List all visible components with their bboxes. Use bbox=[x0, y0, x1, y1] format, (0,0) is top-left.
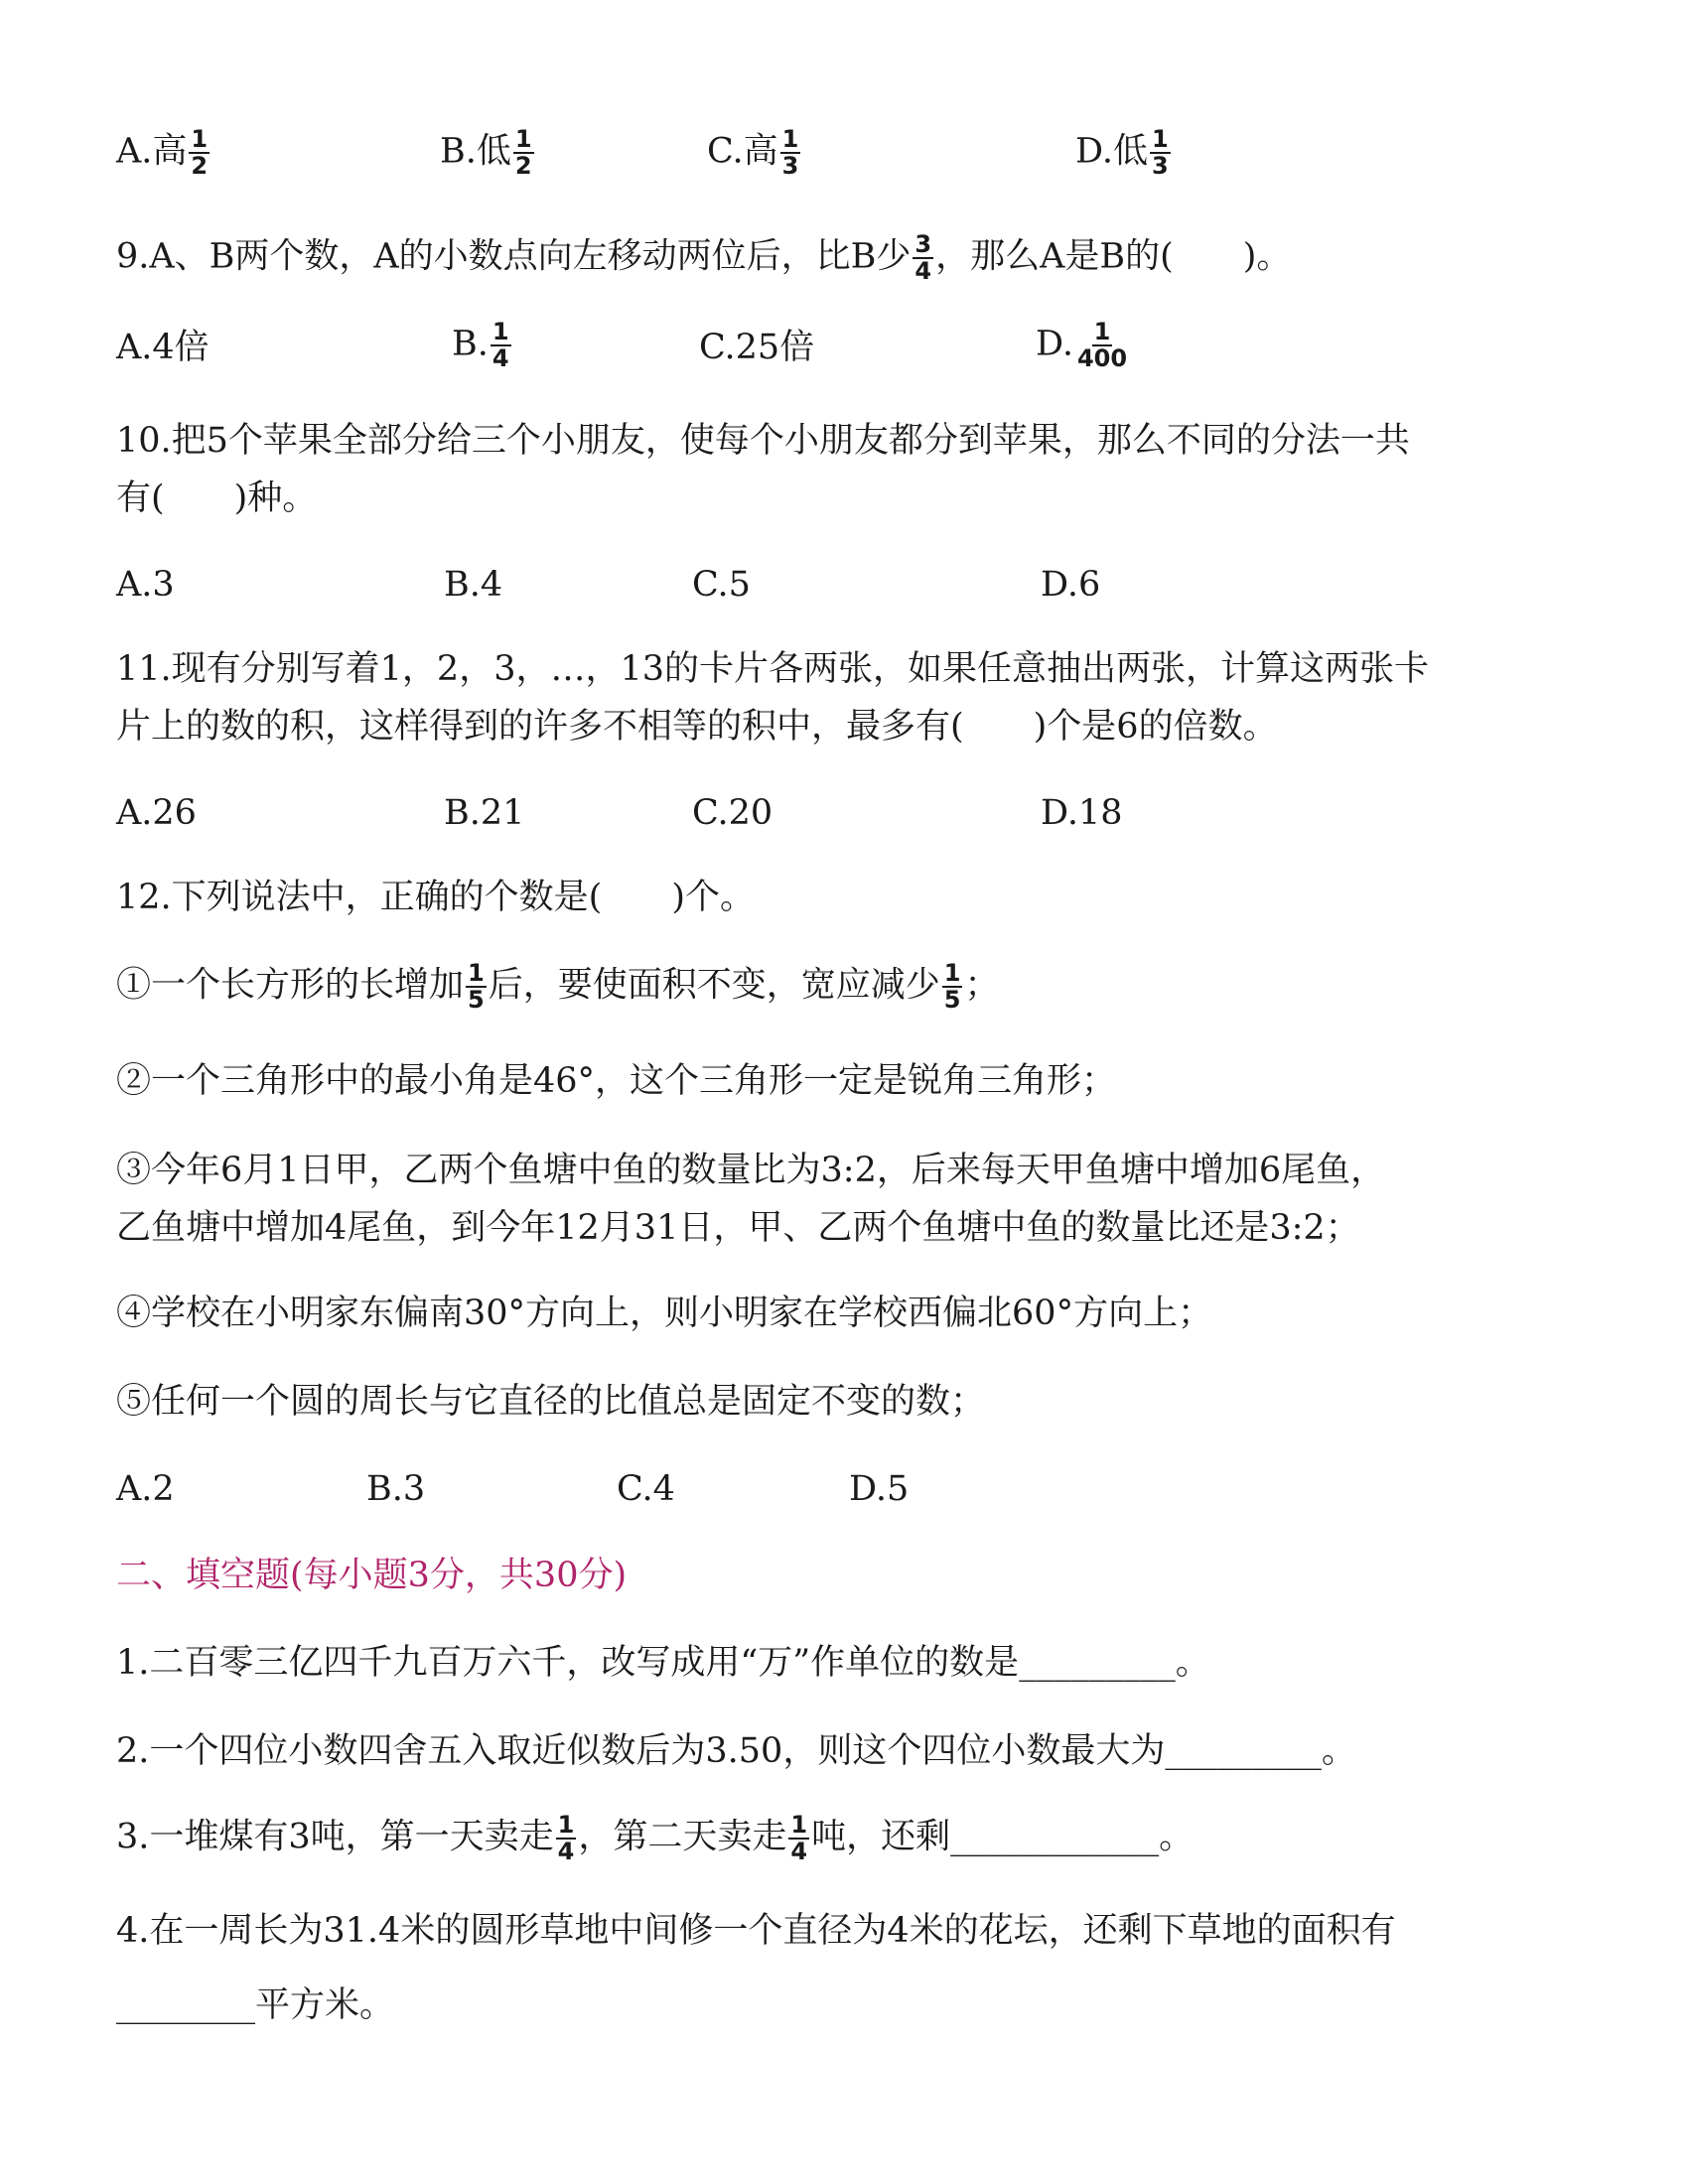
q9-stem bbox=[116, 232, 1291, 284]
q8-option-c[interactable] bbox=[707, 127, 802, 179]
q12-option-d[interactable]: D.5 bbox=[849, 1469, 910, 1509]
numerator: 1 bbox=[514, 125, 532, 153]
question-text: 1.二百零三亿四千九百万六千，改写成用“万”作单位的数是 bbox=[116, 1643, 1020, 1683]
denominator: 4 bbox=[492, 344, 509, 373]
question-text: 。 bbox=[1175, 1643, 1210, 1683]
q12-statement-2: ②一个三角形中的最小角是46°，这个三角形一定是锐角三角形； bbox=[116, 1061, 1117, 1101]
numerator: 3 bbox=[914, 230, 932, 258]
denominator: 2 bbox=[514, 152, 532, 181]
answer-blank[interactable]: ________ bbox=[116, 1985, 255, 2025]
denominator: 4 bbox=[557, 1838, 575, 1866]
q9-option-c[interactable]: C.25倍 bbox=[699, 328, 815, 367]
numerator: 1 bbox=[1151, 125, 1169, 153]
q10-stem-line1: 10.把5个苹果全部分给三个小朋友，使每个小朋友都分到苹果，那么不同的分法一共 bbox=[116, 421, 1410, 461]
fraction bbox=[1150, 127, 1171, 179]
q10-option-b[interactable]: B.4 bbox=[444, 565, 503, 605]
fraction bbox=[942, 961, 963, 1013]
fraction bbox=[913, 232, 933, 284]
q9-option-d[interactable] bbox=[1036, 320, 1131, 371]
question-text: 吨，还剩 bbox=[811, 1817, 951, 1857]
answer-blank[interactable]: _________ bbox=[1019, 1643, 1176, 1683]
fraction bbox=[780, 127, 801, 179]
numerator: 1 bbox=[790, 1811, 808, 1839]
answer-blank[interactable]: ____________ bbox=[950, 1817, 1160, 1857]
q12-option-b[interactable]: B.3 bbox=[366, 1469, 426, 1509]
numerator: 1 bbox=[468, 959, 485, 987]
q10-option-d[interactable]: D.6 bbox=[1041, 565, 1101, 605]
section-heading: 二、填空题(每小题3分，共30分) bbox=[116, 1556, 628, 1595]
option-label: A.高 bbox=[116, 131, 188, 172]
q10-option-c[interactable]: C.5 bbox=[692, 565, 751, 605]
fill-question-3 bbox=[116, 1813, 1194, 1864]
numerator: 1 bbox=[191, 125, 209, 153]
statement-text: ①一个长方形的长增加 bbox=[116, 965, 465, 1006]
fill-question-4-line1: 4.在一周长为31.4米的圆形草地中间修一个直径为4米的花坛，还剩下草地的面积有 bbox=[116, 1911, 1396, 1951]
q10-option-a[interactable]: A.3 bbox=[116, 565, 175, 605]
denominator: 5 bbox=[468, 986, 485, 1015]
answer-blank[interactable]: _________ bbox=[1165, 1731, 1322, 1771]
fill-question-1 bbox=[116, 1643, 1210, 1683]
q9-option-a[interactable]: A.4倍 bbox=[116, 328, 210, 367]
q8-option-a[interactable] bbox=[116, 127, 211, 179]
option-label: C.高 bbox=[707, 131, 778, 172]
q11-option-c[interactable]: C.20 bbox=[692, 793, 774, 833]
question-text: 。 bbox=[1159, 1817, 1195, 1857]
stem-text: ，那么A是B的( )。 bbox=[935, 236, 1292, 277]
q11-option-b[interactable]: B.21 bbox=[444, 793, 525, 833]
option-label: D. bbox=[1036, 324, 1073, 364]
q10-stem-line2: 有( )种。 bbox=[116, 478, 318, 518]
statement-text: 后，要使面积不变，宽应减少 bbox=[488, 965, 940, 1006]
fill-question-4-line2 bbox=[116, 1985, 395, 2025]
option-label: B.低 bbox=[440, 131, 511, 172]
q11-stem-line2: 片上的数的积，这样得到的许多不相等的积中，最多有( )个是6的倍数。 bbox=[116, 707, 1278, 747]
denominator: 3 bbox=[781, 152, 799, 181]
fraction bbox=[1075, 320, 1129, 371]
numerator: 1 bbox=[557, 1811, 575, 1839]
q12-statement-3-line1: ③今年6月1日甲，乙两个鱼塘中鱼的数量比为3:2，后来每天甲鱼塘中增加6尾鱼， bbox=[116, 1151, 1386, 1190]
numerator: 1 bbox=[492, 318, 509, 345]
option-label: B. bbox=[452, 324, 489, 364]
denominator: 5 bbox=[943, 986, 961, 1015]
q8-option-d[interactable] bbox=[1075, 127, 1173, 179]
fraction bbox=[556, 1813, 577, 1864]
question-text: 。 bbox=[1321, 1731, 1356, 1771]
numerator: 1 bbox=[1093, 318, 1111, 345]
q12-option-a[interactable]: A.2 bbox=[116, 1469, 175, 1509]
numerator: 1 bbox=[781, 125, 799, 153]
statement-text: ； bbox=[964, 965, 1000, 1006]
numerator: 1 bbox=[943, 959, 961, 987]
denominator: 400 bbox=[1076, 344, 1128, 373]
question-text: 2.一个四位小数四舍五入取近似数后为3.50，则这个四位小数最大为 bbox=[116, 1731, 1166, 1771]
denominator: 3 bbox=[1151, 152, 1169, 181]
fill-question-2 bbox=[116, 1731, 1356, 1771]
question-text: 3.一堆煤有3吨，第一天卖走 bbox=[116, 1817, 554, 1857]
question-text: 平方米。 bbox=[255, 1985, 395, 2025]
q12-statement-1 bbox=[116, 961, 999, 1013]
fraction bbox=[466, 961, 487, 1013]
fraction bbox=[491, 320, 511, 371]
denominator: 4 bbox=[914, 257, 932, 286]
question-text: ，第二天卖走 bbox=[578, 1817, 787, 1857]
denominator: 2 bbox=[191, 152, 209, 181]
q9-option-b[interactable] bbox=[452, 320, 513, 371]
fraction bbox=[513, 127, 534, 179]
q11-option-d[interactable]: D.18 bbox=[1041, 793, 1123, 833]
q12-stem: 12.下列说法中，正确的个数是( )个。 bbox=[116, 878, 755, 917]
q11-option-a[interactable]: A.26 bbox=[116, 793, 197, 833]
fraction bbox=[189, 127, 210, 179]
q11-stem-line1: 11.现有分别写着1，2，3，…，13的卡片各两张，如果任意抽出两张，计算这两张卡 bbox=[116, 649, 1430, 689]
q12-statement-5: ⑤任何一个圆的周长与它直径的比值总是固定不变的数； bbox=[116, 1382, 986, 1422]
q12-option-c[interactable]: C.4 bbox=[617, 1469, 675, 1509]
denominator: 4 bbox=[790, 1838, 808, 1866]
q8-option-b[interactable] bbox=[440, 127, 536, 179]
fraction bbox=[788, 1813, 809, 1864]
stem-text: 9.A、B两个数，A的小数点向左移动两位后，比B少 bbox=[116, 236, 912, 277]
option-label: D.低 bbox=[1075, 131, 1148, 172]
q12-statement-4: ④学校在小明家东偏南30°方向上，则小明家在学校西偏北60°方向上； bbox=[116, 1294, 1213, 1333]
q12-statement-3-line2: 乙鱼塘中增加4尾鱼，到今年12月31日，甲、乙两个鱼塘中鱼的数量比还是3:2； bbox=[116, 1208, 1360, 1248]
